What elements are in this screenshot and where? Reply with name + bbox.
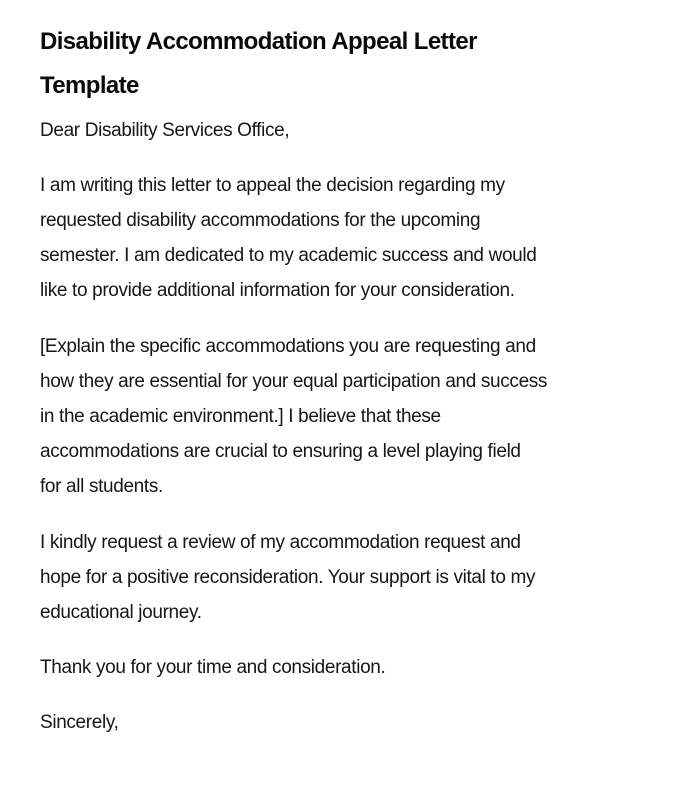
- paragraph-review-request: [40, 525, 680, 630]
- paragraph-line: [Explain the specific accommodations you are requesting and: [40, 336, 536, 357]
- thanks-text: Thank you for your time and consideration.: [40, 657, 386, 678]
- salutation: [40, 113, 680, 148]
- paragraph-line: I kindly request a review of my accommodation request and: [40, 532, 521, 553]
- closing-text: Sincerely,: [40, 712, 119, 733]
- document-title: [40, 20, 680, 108]
- paragraph-line: for all students.: [40, 476, 163, 497]
- paragraph-line: in the academic environment.] I believe that these: [40, 406, 441, 427]
- title-line: Disability Accommodation Appeal Letter: [40, 28, 477, 55]
- paragraph-line: requested disability accommodations for the upcoming: [40, 210, 481, 231]
- paragraph-line: I am writing this letter to appeal the decision regarding my: [40, 175, 505, 196]
- paragraph-line: educational journey.: [40, 602, 202, 623]
- paragraph-line: semester. I am dedicated to my academic success and would: [40, 245, 537, 266]
- salutation-text: Dear Disability Services Office,: [40, 120, 290, 141]
- paragraph-line: like to provide additional information for your consideration.: [40, 280, 515, 301]
- paragraph-line: hope for a positive reconsideration. Your support is vital to my: [40, 567, 536, 588]
- paragraph-line: accommodations are crucial to ensuring a level playing field: [40, 441, 521, 462]
- title-line: Template: [40, 72, 139, 99]
- paragraph-appeal-intro: [40, 168, 680, 308]
- thanks-line: [40, 650, 680, 685]
- paragraph-line: how they are essential for your equal participation and success: [40, 371, 548, 392]
- paragraph-accommodation-details: [40, 329, 680, 504]
- closing: [40, 705, 680, 740]
